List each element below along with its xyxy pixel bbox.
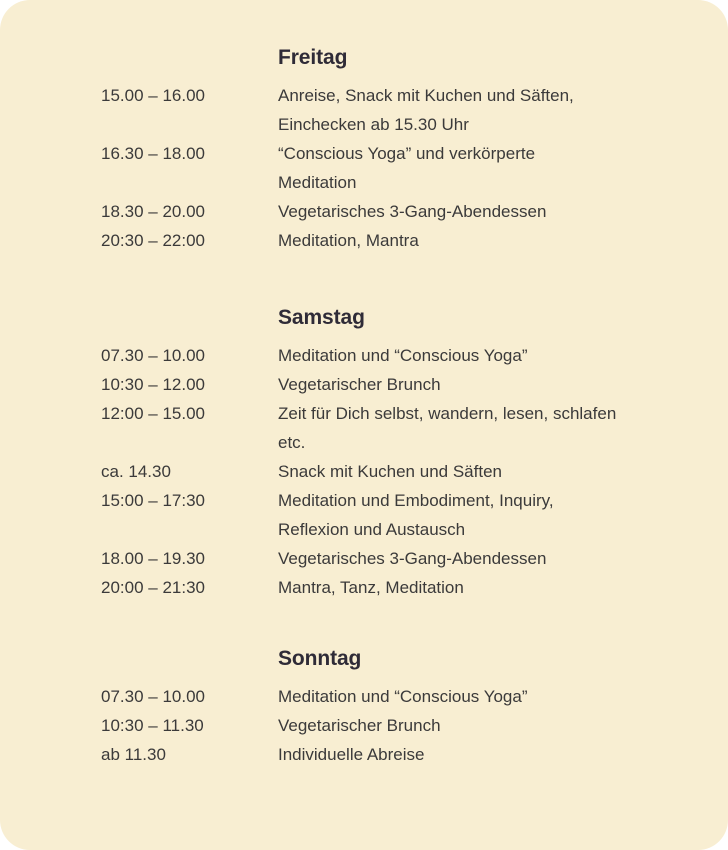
row-description: Vegetarischer Brunch <box>278 375 441 394</box>
table-row <box>101 457 641 486</box>
table-row <box>101 197 641 226</box>
row-description: Vegetarisches 3-Gang-Abendessen <box>278 549 547 568</box>
day-block-freitag <box>101 44 641 255</box>
table-row <box>101 544 641 573</box>
row-time: 18.30 – 20.00 <box>101 202 205 221</box>
row-time: 07.30 – 10.00 <box>101 346 205 365</box>
row-time: 10:30 – 11.30 <box>101 716 204 735</box>
row-time: ab 11.30 <box>101 745 166 764</box>
table-row <box>101 486 641 544</box>
day-heading-samstag: Samstag <box>278 306 365 329</box>
schedule-rows-sonntag <box>101 682 641 769</box>
table-row <box>101 370 641 399</box>
row-description: “Conscious Yoga” und verkörperte Meditation <box>278 144 536 192</box>
table-row <box>101 81 641 139</box>
row-description: Meditation und “Conscious Yoga” <box>278 346 528 365</box>
schedule-rows-freitag <box>101 81 641 255</box>
day-block-sonntag <box>101 645 641 769</box>
table-row <box>101 711 641 740</box>
row-description: Meditation, Mantra <box>278 231 419 250</box>
row-description: Mantra, Tanz, Meditation <box>278 578 464 597</box>
row-time: 12:00 – 15.00 <box>101 404 205 423</box>
row-time: 07.30 – 10.00 <box>101 687 205 706</box>
row-description: Snack mit Kuchen und Säften <box>278 462 502 481</box>
day-heading-freitag: Freitag <box>278 46 348 69</box>
schedule-rows-samstag <box>101 341 641 602</box>
table-row <box>101 573 641 602</box>
row-description: Vegetarischer Brunch <box>278 716 441 735</box>
row-description: Meditation und Embodiment, Inquiry, Reflexion und Austausch <box>278 491 554 539</box>
table-row <box>101 226 641 255</box>
day-block-samstag <box>101 304 641 602</box>
table-row <box>101 139 641 197</box>
row-time: 15.00 – 16.00 <box>101 86 205 105</box>
row-description: Individuelle Abreise <box>278 745 425 764</box>
row-description: Vegetarisches 3-Gang-Abendessen <box>278 202 547 221</box>
table-row <box>101 341 641 370</box>
day-heading-sonntag: Sonntag <box>278 647 362 670</box>
row-time: 10:30 – 12.00 <box>101 375 205 394</box>
row-time: 16.30 – 18.00 <box>101 144 205 163</box>
table-row <box>101 682 641 711</box>
row-description: Anreise, Snack mit Kuchen und Säften, Einchecken ab 15.30 Uhr <box>278 86 574 134</box>
table-row <box>101 740 641 769</box>
row-time: 20:30 – 22:00 <box>101 231 205 250</box>
row-description: Meditation und “Conscious Yoga” <box>278 687 528 706</box>
row-time: 15:00 – 17:30 <box>101 491 205 510</box>
row-time: 20:00 – 21:30 <box>101 578 205 597</box>
row-time: 18.00 – 19.30 <box>101 549 205 568</box>
table-row <box>101 399 641 457</box>
row-time: ca. 14.30 <box>101 462 171 481</box>
row-description: Zeit für Dich selbst, wandern, lesen, schlafen etc. <box>278 404 617 452</box>
